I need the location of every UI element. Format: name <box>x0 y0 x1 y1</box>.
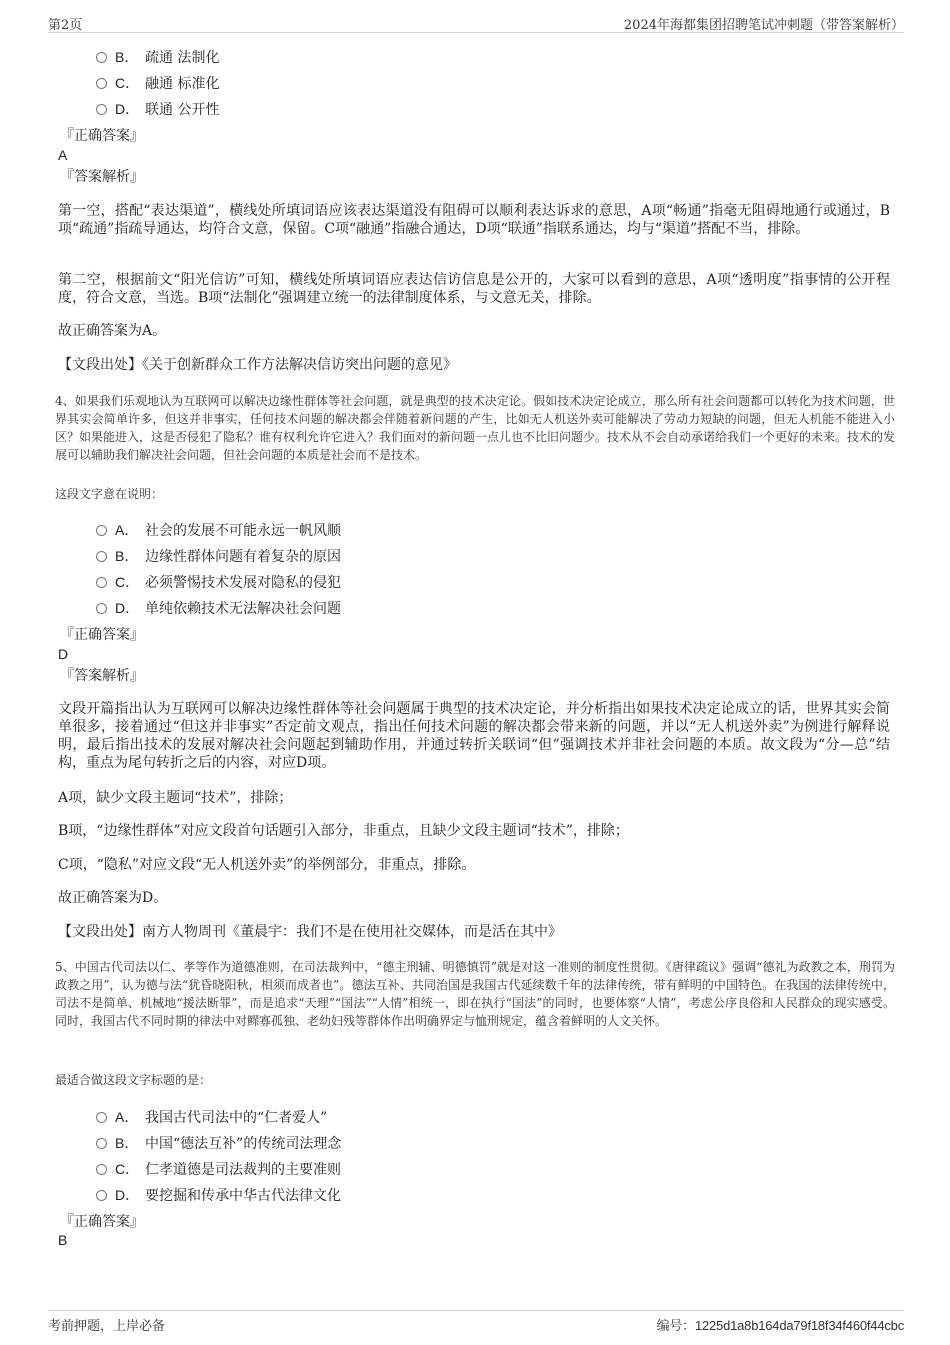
q3-analysis-label: 『答案解析』 <box>60 169 144 185</box>
q4-analysis-conclusion: 故正确答案为D。 <box>58 890 168 906</box>
q4-answer-label: 『正确答案』 <box>60 627 144 643</box>
radio-icon[interactable] <box>96 577 107 588</box>
q3-analysis-paragraph: 第一空，搭配“表达渠道”，横线处所填词语应该表达渠道没有阻碍可以顺利表达诉求的意思，A项“畅通”指毫无阻碍地通行或通过，B项“疏通”指疏导通达，均符合文意，保留。C项“融通”指融合通达，D项“联通”指联系通达，均与“渠道”搭配不当，排除。 <box>58 203 890 237</box>
q3-option-d[interactable]: D． 联通 公开性 <box>96 100 219 118</box>
radio-icon[interactable] <box>96 525 107 536</box>
q5-option-d[interactable]: D． 要挖掘和传承中华古代法律文化 <box>96 1186 341 1204</box>
radio-icon[interactable] <box>96 104 107 115</box>
radio-icon[interactable] <box>96 52 107 63</box>
page-number: 第2页 <box>48 18 83 33</box>
q4-source: 【文段出处】南方人物周刊《董晨宇：我们不是在使用社交媒体，而是活在其中》 <box>58 924 562 940</box>
q3-answer-label: 『正确答案』 <box>60 128 144 144</box>
q5-answer-label: 『正确答案』 <box>60 1214 144 1230</box>
page-header <box>48 14 904 33</box>
q4-analysis-label: 『答案解析』 <box>60 668 144 684</box>
q5-answer: B <box>58 1232 68 1248</box>
page-footer <box>48 1310 904 1339</box>
q3-option-c[interactable]: C． 融通 标准化 <box>96 74 219 92</box>
q5-question: 5、中国古代司法以仁、孝等作为道德准则，在司法裁判中，“德主刑辅、明德慎罚”就是对这一准则的制度性贯彻。《唐律疏议》强调“德礼为政教之本，刑罚为政教之用”，认为德与法“犹昏晓阳秋，相须而成者也”。德法互补、共同治国是我国古代延续数千年的法律传统，带有鲜明的中国特色。在我国的法律传统中，司法不是简单、机械地“援法断罪”，而是追求“天理”“国法”“人情”相统一，即在执行“国法”的同时，也要体察“人情”，考虑公序良俗和人民群众的现实感受。同时，我国古代不同时期的律法中对鳏寡孤独、老幼妇残等群体作出明确界定与恤刑规定，蕴含着鲜明的人文关怀。 <box>55 960 895 1028</box>
q4-analysis-option-b: B项，“边缘性群体”对应文段首句话题引入部分，非重点，且缺少文段主题词“技术”，排除； <box>58 823 629 839</box>
q5-option-c[interactable]: C． 仁孝道德是司法裁判的主要准则 <box>96 1160 341 1178</box>
radio-icon[interactable] <box>96 1138 107 1149</box>
footer-slogan: 考前押题，上岸必备 <box>48 1319 166 1334</box>
q4-analysis-paragraph: 文段开篇指出认为互联网可以解决边缘性群体等社会问题属于典型的技术决定论，并分析指出如果技术决定论成立的话，世界其实会简单很多，接着通过“但这并非事实”否定前文观点，指出任何技术问题的解决都会带来新的问题，并以“无人机送外卖”为例进行解释说明，最后指出技术的发展对解决社会问题起到辅助作用，并通过转折关联词“但”强调技术并非社会问题的本质。故文段为“分—总”结构，重点为尾句转折之后的内容，对应D项。 <box>58 701 890 771</box>
q4-option-b[interactable]: B． 边缘性群体问题有着复杂的原因 <box>96 547 341 565</box>
radio-icon[interactable] <box>96 1164 107 1175</box>
q3-source: 【文段出处】《关于创新群众工作方法解决信访突出问题的意见》 <box>58 357 457 373</box>
q4-option-d[interactable]: D． 单纯依赖技术无法解决社会问题 <box>96 599 341 617</box>
q5-option-a[interactable]: A． 我国古代司法中的“仁者爱人” <box>96 1108 327 1126</box>
radio-icon[interactable] <box>96 1112 107 1123</box>
q3-option-b[interactable]: B． 疏通 法制化 <box>96 48 219 66</box>
q4-question: 4、如果我们乐观地认为互联网可以解决边缘性群体等社会问题，就是典型的技术决定论。假如技术决定论成立，那么所有社会问题都可以转化为技术问题，世界其实会简单许多，但这并非事实，任何技术问题的解决都会伴随着新问题的产生，比如无人机送外卖可能解决了劳动力短缺的问题，但无人机能不能进入小区？如果能进入，这是否侵犯了隐私？谁有权利允许它进入？我们面对的新问题一点儿也不比旧问题少。技术从不会自动承诺给我们一个更好的未来。技术的发展可以辅助我们解决社会问题，但社会问题的本质是社会而不是技术。 <box>55 394 896 462</box>
q4-answer: D <box>58 646 69 662</box>
document-id: 编号：1225d1a8b164da79f18f34f460f44cbc <box>656 1318 904 1333</box>
q5-stem: 最适合做这段文字标题的是： <box>55 1073 212 1087</box>
q5-option-b[interactable]: B． 中国“德法互补”的传统司法理念 <box>96 1134 341 1152</box>
document-title: 2024年海都集团招聘笔试冲刺题（带答案解析） <box>623 18 904 33</box>
q4-analysis-option-c: C项，“隐私”对应文段“无人机送外卖”的举例部分，非重点，排除。 <box>58 857 476 873</box>
q3-analysis-paragraph: 第二空，根据前文“阳光信访”可知，横线处所填词语应表达信访信息是公开的，大家可以看到的意思，A项“透明度”指事情的公开程度，符合文意，当选。B项“法制化”强调建立统一的法律制度体系，与文意无关，排除。 <box>58 272 890 306</box>
radio-icon[interactable] <box>96 1190 107 1201</box>
q3-analysis-conclusion: 故正确答案为A。 <box>58 323 167 339</box>
q4-option-c[interactable]: C． 必须警惕技术发展对隐私的侵犯 <box>96 573 341 591</box>
q4-option-a[interactable]: A． 社会的发展不可能永远一帆风顺 <box>96 521 341 539</box>
q4-analysis-option-a: A项，缺少文段主题词“技术”，排除； <box>58 790 293 806</box>
radio-icon[interactable] <box>96 551 107 562</box>
radio-icon[interactable] <box>96 603 107 614</box>
q4-stem: 这段文字意在说明： <box>55 487 164 501</box>
radio-icon[interactable] <box>96 78 107 89</box>
q3-answer: A <box>58 147 68 163</box>
